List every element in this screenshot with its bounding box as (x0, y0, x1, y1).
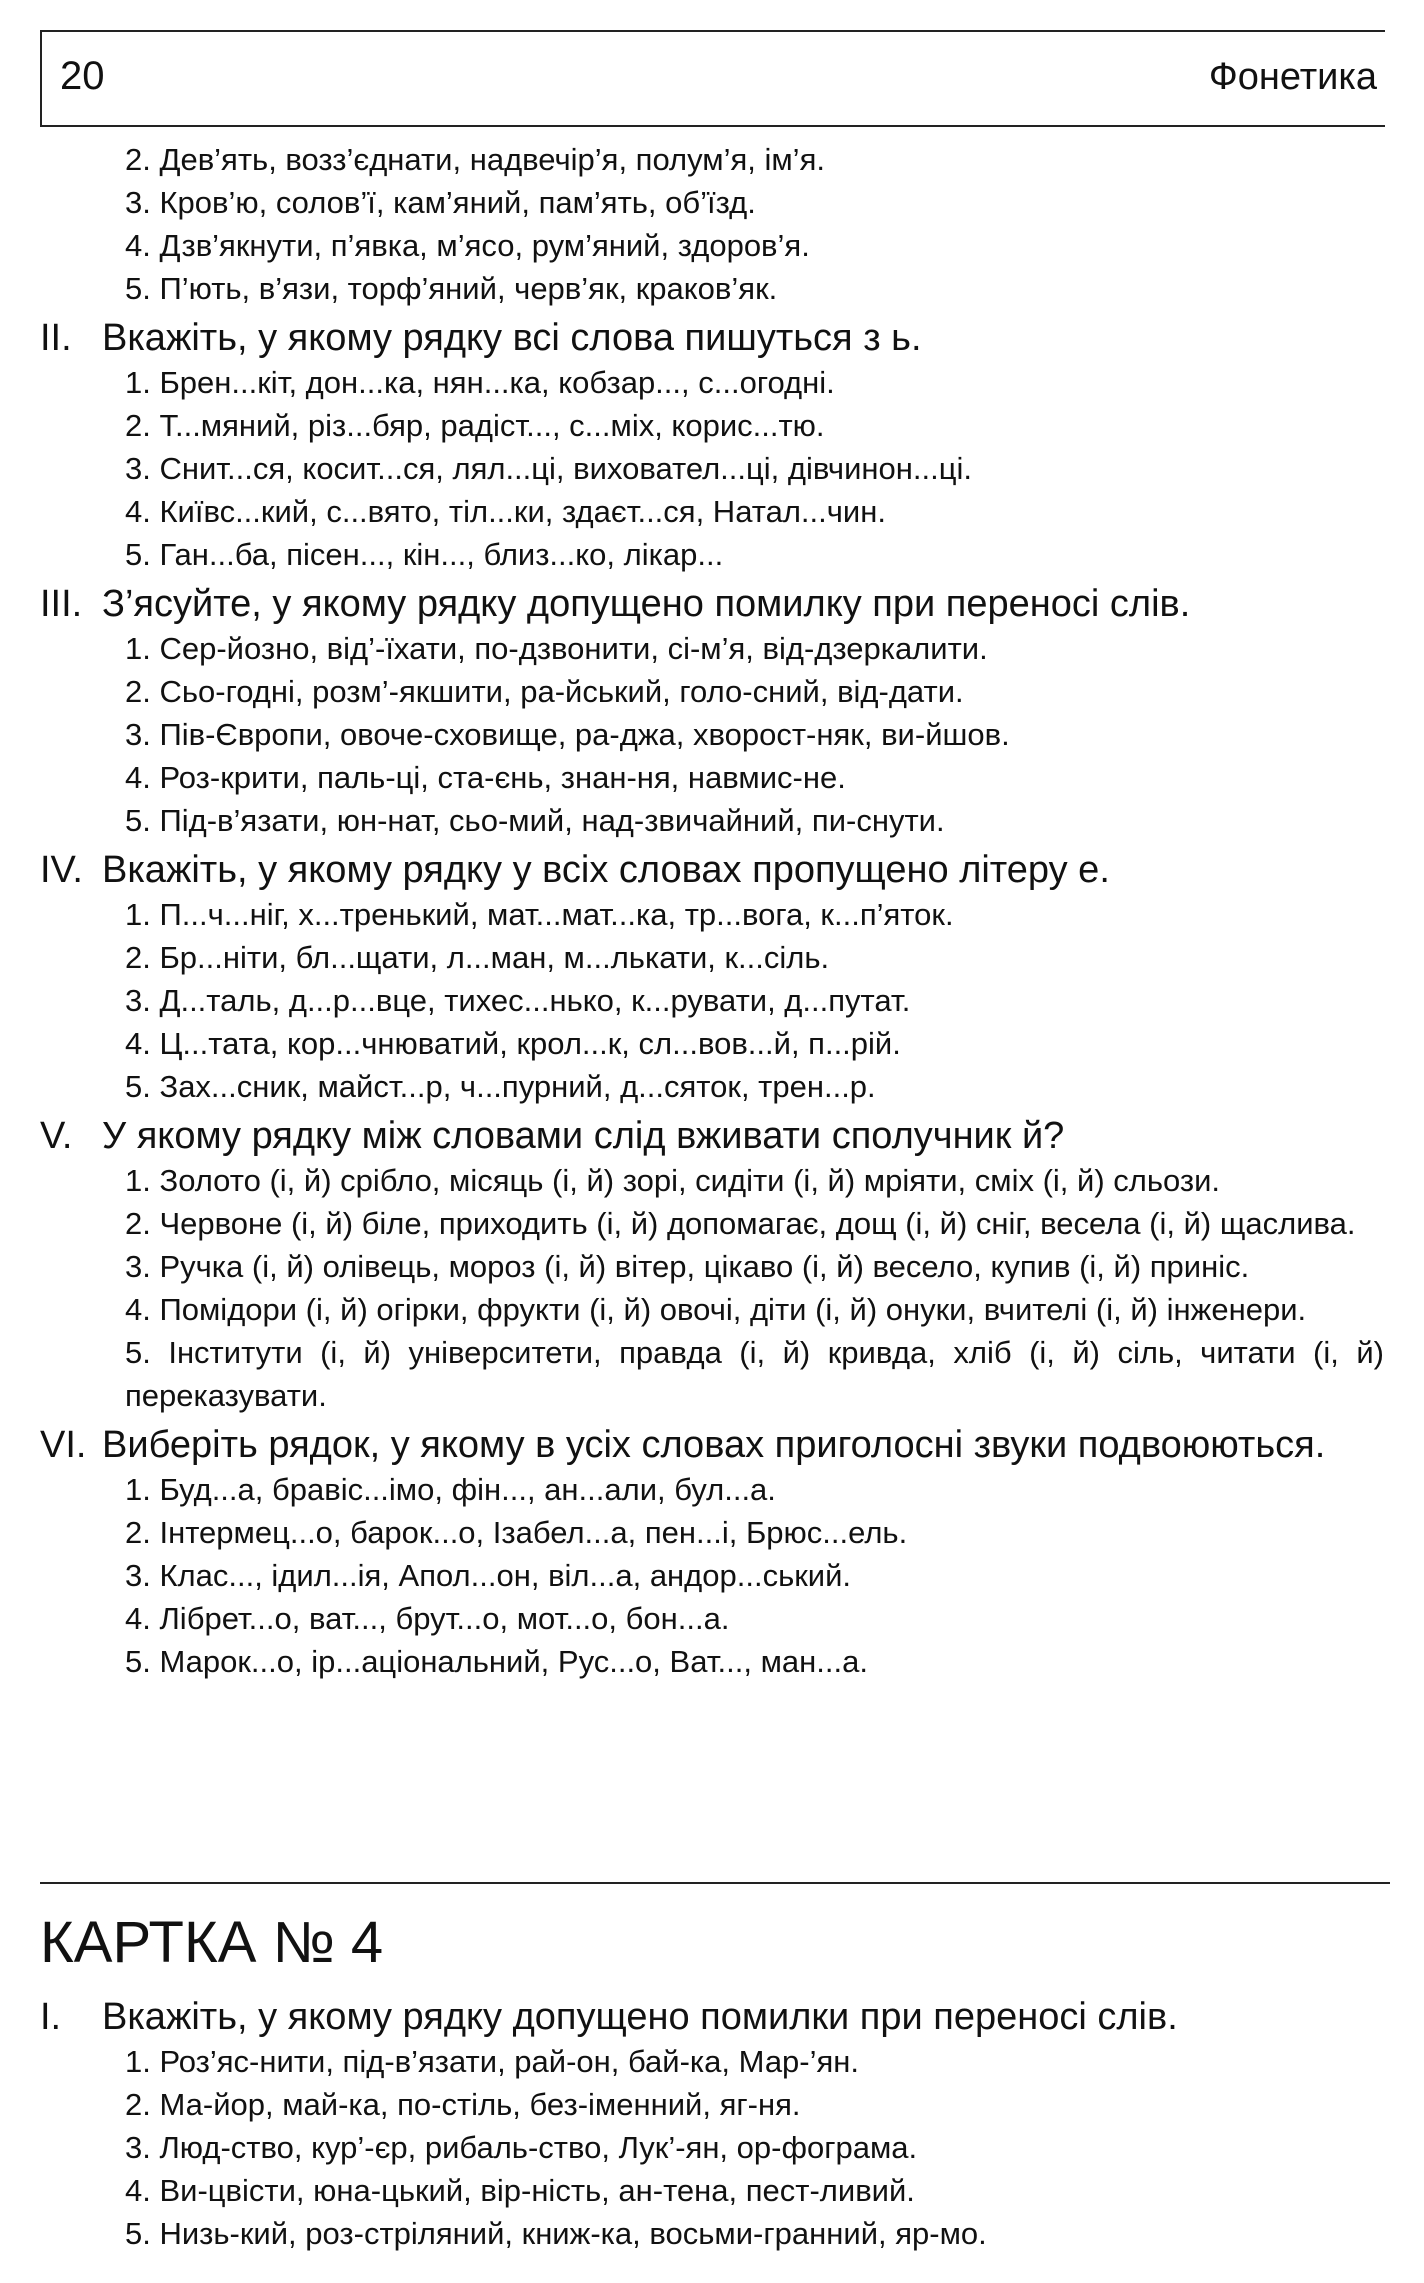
question-number: V. (40, 1115, 73, 1157)
question-text: У якому рядку між словами слід вживати сполучник й? (102, 1115, 1065, 1157)
continued-options (40, 138, 1400, 310)
option-item: 1. Буд...а, бравіс...імо, фін..., ан...али, бул...а. (125, 1472, 776, 1507)
card-title: КАРТКА № 4 (40, 1910, 384, 1975)
option-item: 1. П...ч...ніг, х...тренький, мат...мат...ка, тр...вога, к...п’яток. (125, 897, 954, 932)
option-item: 3. Кров’ю, солов’ї, кам’яний, пам’ять, об’їзд. (125, 185, 756, 220)
exercise-content (40, 138, 1400, 1689)
option-item: 3. Ручка (і, й) олівець, мороз (і, й) вітер, цікаво (і, й) весело, купив (і, й) приніс. (125, 1249, 1250, 1284)
option-item: 2. Інтермец...о, барок...о, Ізабел...а, пен...і, Брюс...ель. (125, 1515, 908, 1550)
option-item: 4. Дзв’якнути, п’явка, м’ясо, рум’яний, здоров’я. (125, 228, 810, 263)
option-item: 3. Пів-Європи, овоче-сховище, ра-джа, хворост-няк, ви-йшов. (125, 717, 1010, 752)
question-6 (40, 1423, 1400, 1683)
question-4 (40, 848, 1400, 1108)
option-item: 5. П’ють, в’язи, торф’яний, черв’як, краков’як. (125, 271, 778, 306)
option-item: 1. Брен...кіт, дон...ка, нян...ка, кобзар..., с...огодні. (125, 365, 835, 400)
option-item: 5. Під-в’язати, юн-нат, сьо-мий, над-звичайний, пи-снути. (125, 803, 945, 838)
question-text: Виберіть рядок, у якому в усіх словах приголосні звуки подвоюються. (102, 1424, 1326, 1466)
question-text: Вкажіть, у якому рядку всі слова пишуться з ь. (102, 317, 922, 359)
option-item: 5. Зах...сник, майст...р, ч...пурний, д...сяток, трен...р. (125, 1069, 876, 1104)
option-item: 2. Бр...ніти, бл...щати, л...ман, м...лькати, к...сіль. (125, 940, 830, 975)
question-text: Вкажіть, у якому рядку допущено помилки при переносі слів. (102, 1996, 1178, 2038)
option-item: 5. Низь-кий, роз-стріляний, книж-ка, восьми-гранний, яр-мо. (125, 2216, 987, 2251)
option-item: 4. Ви-цвісти, юна-цький, вір-ність, ан-тена, пест-ливий. (125, 2173, 915, 2208)
question-text: Вкажіть, у якому рядку у всіх словах пропущено літеру е. (102, 849, 1110, 891)
section-divider (40, 1882, 1390, 1884)
page-header (40, 30, 1385, 127)
option-item: 3. Снит...ся, косит...ся, лял...ці, виховател...ці, дівчинон...ці. (125, 451, 972, 486)
option-item: 4. Помідори (і, й) огірки, фрукти (і, й) овочі, діти (і, й) онуки, вчителі (і, й) інженери. (125, 1292, 1307, 1327)
question-number: IV. (40, 849, 83, 891)
option-item: 1. Роз’яс-нити, під-в’язати, рай-он, бай-ка, Мар-’ян. (125, 2044, 860, 2079)
option-item: 4. Київс...кий, с...вято, тіл...ки, здаєт...ся, Натал...чин. (125, 494, 886, 529)
option-item: 3. Д...таль, д...р...вце, тихес...нько, к...рувати, д...путат. (125, 983, 911, 1018)
option-item: 1. Сер-йозно, від’-їхати, по-дзвонити, сі-м’я, від-дзеркалити. (125, 631, 988, 666)
question-number: I. (40, 1996, 62, 2038)
question-number: II. (40, 317, 72, 359)
option-item: 5. Ган...ба, пісен..., кін..., близ...ко, лікар... (125, 537, 724, 572)
page-number: 20 (60, 54, 105, 98)
question-text: З’ясуйте, у якому рядку допущено помилку при переносі слів. (102, 583, 1191, 625)
option-item: 1. Золото (і, й) срібло, місяць (і, й) зорі, сидіти (і, й) мріяти, сміх (і, й) сльози. (125, 1163, 1221, 1198)
option-item: 2. Сьо-годні, розм’-якшити, ра-йський, голо-сний, від-дати. (125, 674, 964, 709)
question-5 (40, 1114, 1400, 1417)
option-item: 5. Марок...о, ір...аціональний, Рус...о, Ват..., ман...а. (125, 1644, 868, 1679)
option-item: 2. Дев’ять, возз’єднати, надвечір’я, полум’я, ім’я. (125, 142, 825, 177)
question-number: VI. (40, 1424, 87, 1466)
option-item: 2. Ма-йор, май-ка, по-стіль, без-іменний, яг-ня. (125, 2087, 801, 2122)
option-item: 3. Клас..., ідил...ія, Апол...он, віл...а, андор...ський. (125, 1558, 852, 1593)
question-number: III. (40, 583, 83, 625)
option-item: 2. Т...мяний, різ...бяр, радіст..., с...міх, корис...тю. (125, 408, 825, 443)
option-item: 3. Люд-ство, кур’-єр, рибаль-ство, Лук’-ян, ор-фограма. (125, 2130, 918, 2165)
question-2 (40, 316, 1400, 576)
option-item: 4. Роз-крити, паль-ці, ста-єнь, знан-ня, навмис-не. (125, 760, 846, 795)
option-item: 4. Ц...тата, кор...чнюватий, крол...к, сл...вов...й, п...рій. (125, 1026, 901, 1061)
question-3 (40, 582, 1400, 842)
option-item: 5. Інститути (і, й) університети, правда (і, й) кривда, хліб (і, й) сіль, читати (і, й) переказувати. (125, 1335, 1384, 1413)
card-question-1 (40, 1995, 1400, 2255)
section-title: Фонетика (1208, 56, 1377, 98)
option-item: 2. Червоне (і, й) біле, приходить (і, й) допомагає, дощ (і, й) сніг, весела (і, й) щаслива. (125, 1206, 1356, 1241)
option-item: 4. Лібрет...о, ват..., брут...о, мот...о, бон...а. (125, 1601, 730, 1636)
